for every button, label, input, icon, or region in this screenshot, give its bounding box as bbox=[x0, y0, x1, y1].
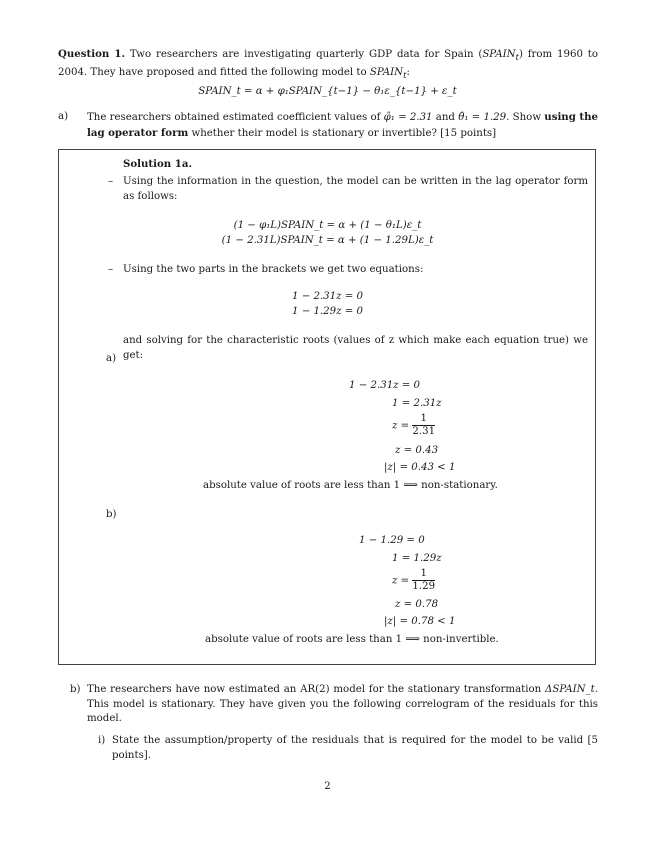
part-b-text bbox=[87, 683, 598, 727]
part-a-text-1: The researchers obtained estimated coefficient values of bbox=[87, 112, 381, 123]
sub-b-line-1: 1 − 1.29 = 0 bbox=[359, 535, 425, 546]
sub-a-conclusion: absolute value of roots are less than 1 ⟹ non-stationary. bbox=[203, 480, 498, 491]
series-subscript: t bbox=[515, 53, 519, 64]
sub-a-fraction bbox=[392, 413, 435, 438]
part-b-i-marker: i) bbox=[98, 735, 106, 746]
sub-a-line-2: 1 = 2.31z bbox=[392, 398, 442, 409]
sub-a-frac-lhs: z = bbox=[392, 420, 410, 432]
sub-b-line-4: z = 0.78 bbox=[395, 599, 439, 610]
part-b-marker: b) bbox=[70, 684, 81, 695]
part-a-marker: a) bbox=[58, 111, 69, 122]
intro-text-2: ) from 1960 to 2004. They have proposed and fitted the following model to bbox=[58, 49, 598, 78]
solution-bullet-1: Using the information in the question, the model can be written in the lag operator form as follows: bbox=[123, 176, 588, 202]
sub-a-frac-num: 1 bbox=[412, 413, 435, 426]
sub-b-frac bbox=[412, 568, 435, 593]
series-subscript-2: t bbox=[403, 70, 407, 81]
sub-a-line-1: 1 − 2.31z = 0 bbox=[349, 380, 421, 391]
part-a-text bbox=[87, 110, 598, 141]
solution-title: Solution 1a. bbox=[123, 158, 192, 170]
intro-text-3: : bbox=[406, 66, 410, 78]
question-intro bbox=[58, 47, 598, 83]
theta-hat: θ̂₁ = 1.29 bbox=[458, 112, 507, 123]
sub-b-line-2: 1 = 1.29z bbox=[392, 553, 442, 564]
sub-a-marker: a) bbox=[106, 353, 117, 364]
part-b-text-2: . This model is stationary. They have given you the following correlogram of the residuals for this model. bbox=[87, 684, 598, 725]
sub-a-line-4: z = 0.43 bbox=[395, 445, 439, 456]
intro-text-1: Two researchers are investigating quarterly GDP data for Spain ( bbox=[129, 49, 483, 60]
part-a-text-2: . Show bbox=[506, 112, 542, 123]
part-a-text-3: whether their model is stationary or invertible? [15 points] bbox=[191, 127, 497, 139]
phi-hat: φ̂₁ = 2.31 bbox=[383, 112, 433, 123]
part-b-i-text: State the assumption/property of the residuals that is required for the model to be valid [5 points]. bbox=[112, 735, 598, 761]
solution-bullet-2: Using the two parts in the brackets we get two equations: bbox=[123, 264, 424, 275]
sub-b-frac-num: 1 bbox=[412, 568, 435, 581]
question-label: Question 1. bbox=[58, 48, 126, 60]
sub-b-line-5: |z| = 0.78 < 1 bbox=[384, 616, 456, 627]
sub-b-frac-lhs: z = bbox=[392, 575, 410, 587]
sub-a-frac-den: 2.31 bbox=[412, 426, 436, 437]
series-name-2: SPAIN bbox=[369, 66, 404, 78]
page-number: 2 bbox=[324, 781, 331, 792]
model-equation: SPAIN_t = α + φ₁SPAIN_{t−1} − θ₁ε_{t−1} + ε_t bbox=[198, 86, 457, 97]
part-a-bold: using the lag operator form bbox=[87, 111, 598, 139]
sub-b-frac-den: 1.29 bbox=[412, 581, 436, 592]
part-b-delta-series: ΔSPAIN_t bbox=[545, 684, 595, 695]
lag-equation-2: (1 − 2.31L)SPAIN_t = α + (1 − 1.29L)ε_t bbox=[221, 235, 434, 246]
char-equation-1: 1 − 2.31z = 0 bbox=[291, 291, 364, 302]
part-b-text-1: The researchers have now estimated an AR(2) model for the stationary transformation bbox=[87, 684, 542, 695]
bullet-dash-2: – bbox=[108, 264, 114, 275]
series-name: SPAIN bbox=[482, 49, 516, 60]
part-a-and: and bbox=[435, 112, 455, 123]
bullet-dash-1: – bbox=[108, 176, 114, 187]
char-equation-2: 1 − 1.29z = 0 bbox=[291, 306, 364, 317]
roots-text: and solving for the characteristic roots (values of z which make each equation true) we get: bbox=[123, 335, 588, 361]
sub-a-frac bbox=[412, 413, 435, 438]
lag-equation-1: (1 − φ₁L)SPAIN_t = α + (1 − θ₁L)ε_t bbox=[233, 220, 422, 231]
sub-a-line-5: |z| = 0.43 < 1 bbox=[384, 462, 456, 473]
sub-b-fraction bbox=[392, 568, 435, 593]
sub-b-conclusion: absolute value of roots are less than 1 ⟹ non-invertible. bbox=[205, 634, 499, 645]
sub-b-marker: b) bbox=[106, 509, 117, 520]
